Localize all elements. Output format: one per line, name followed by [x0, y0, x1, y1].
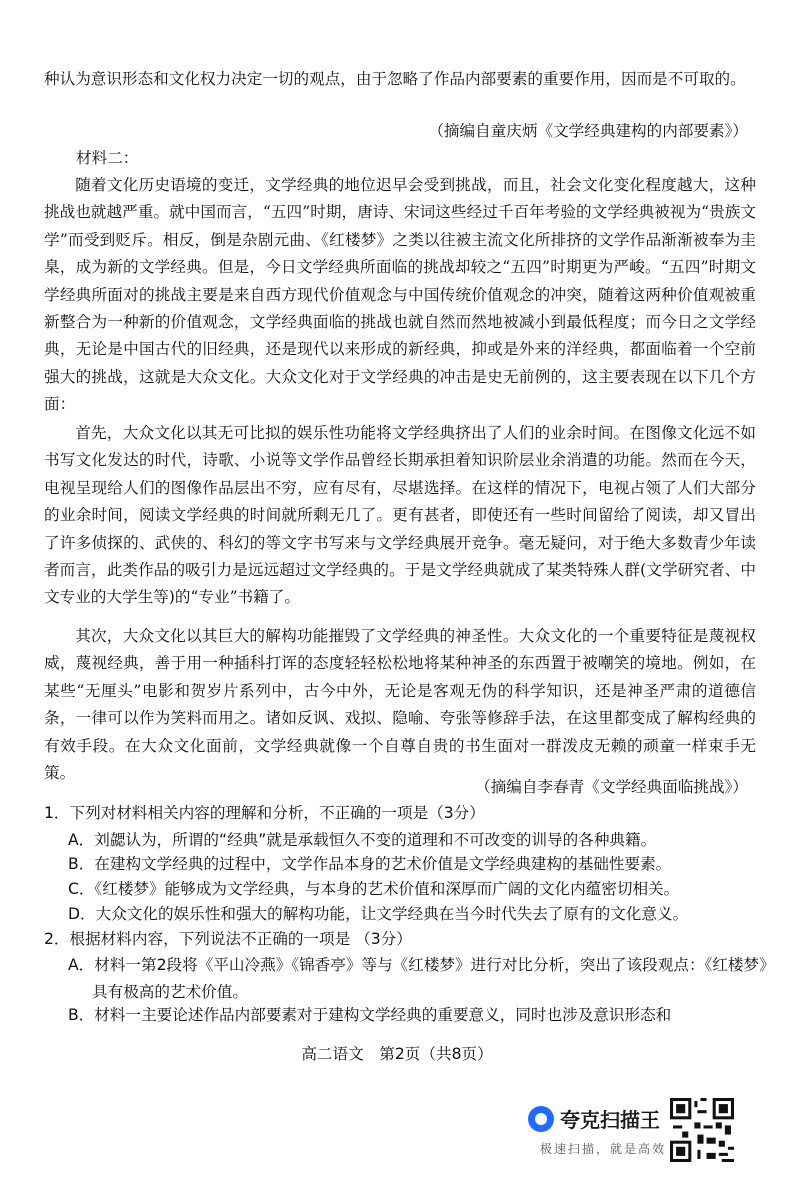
question-1-option-d: D．大众文化的娱乐性和强大的解构功能，让文学经典在当今时代失去了原有的文化意义。: [68, 905, 689, 923]
page-footer: 高二语文 第2页（共8页）: [301, 1045, 493, 1063]
material1-closing-paragraph: 种认为意识形态和文化权力决定一切的观点，由于忽略了作品内部要素的重要作用，因而是不可取的。: [44, 70, 746, 88]
scanner-watermark: [520, 1098, 770, 1168]
watermark-subtitle: 极速扫描，就是高效: [540, 1142, 667, 1156]
question-2-stem: 2．根据材料内容，下列说法不正确的一项是 （3分）: [44, 930, 412, 948]
question-2-option-a: A．材料一第2段将《平山冷燕》《锦香亭》等与《红楼梦》进行对比分析，突出了该段观点：《红楼梦》具有极高的艺术价值。: [68, 956, 775, 1002]
material1-source: （摘编自童庆炳《文学经典建构的内部要素》）: [428, 122, 748, 140]
question-1-option-b: B．在建构文学经典的过程中，文学作品本身的艺术价值是文学经典建构的基础性要素。: [68, 855, 672, 873]
material2-paragraph-3: 其次，大众文化以其巨大的解构功能摧毁了文学经典的神圣性。大众文化的一个重要特征是蔑视权威，蔑视经典，善于用一种插科打诨的态度轻轻松松地将某种神圣的东西置于被嘲笑的境地。例如，在某些“无厘头”电影和贺岁片系列中，古今中外，无论是客观无伪的科学知识，还是神圣严肃的道德信条，一律可以作为笑料而用之。诸如反讽、戏拟、隐喻、夸张等修辞手法，在这里都变成了解构经典的有效手段。在大众文化面前，文学经典就像一个自尊自贵的书生面对一群泼皮无赖的顽童一样束手无策。: [44, 627, 756, 783]
question-1-option-a: A．刘勰认为，所谓的“经典”就是承载恒久不变的道理和不可改变的训导的各种典籍。: [68, 831, 657, 849]
qr-code-icon: [670, 1098, 734, 1162]
question-1-stem: 1．下列对材料相关内容的理解和分析，不正确的一项是（3分）: [44, 804, 485, 822]
quark-logo-icon: [528, 1106, 554, 1132]
question-1-option-c: C．《红楼梦》能够成为文学经典，与本身的艺术价值和深厚而广阔的文化内蕴密切相关。: [68, 880, 680, 898]
material2-heading: 材料二：: [76, 149, 139, 167]
material2-source: （摘编自李春青《文学经典面临挑战》）: [475, 778, 748, 796]
question-2-option-b: B．材料一主要论述作品内部要素对于建构文学经典的重要意义，同时也涉及意识形态和: [68, 1006, 672, 1024]
material2-paragraph-1: 随着文化历史语境的变迁，文学经典的地位迟早会受到挑战，而且，社会文化变化程度越大，这种挑战也就越严重。就中国而言，“五四”时期，唐诗、宋词这些经过千百年考验的文学经典被视为“贵族文学”而受到贬斥。相反，倒是杂剧元曲、《红楼梦》之类以往被主流文化所排挤的文学作品渐渐被奉为圭臬，成为新的文学经典。但是，今日文学经典所面临的挑战却较之“五四”时期更为严峻。“五四”时期文学经典所面对的挑战主要是来自西方现代价值观念与中国传统价值观念的冲突，随着这两种价值观被重新整合为一种新的价值观念，文学经典面临的挑战也就自然而然地被减小到最低程度；而今日之文学经典，无论是中国古代的旧经典，还是现代以来形成的新经典，抑或是外来的洋经典，都面临着一个空前强大的挑战，这就是大众文化。大众文化对于文学经典的冲击是史无前例的，这主要表现在以下几个方面：: [44, 176, 756, 414]
watermark-title: 夸克扫描王: [560, 1108, 660, 1132]
material2-paragraph-2: 首先，大众文化以其无可比拟的娱乐性功能将文学经典挤出了人们的业余时间。在图像文化远不如书写文化发达的时代，诗歌、小说等文学作品曾经长期承担着知识阶层业余消遣的功能。然而在今天，电视呈现给人们的图像作品层出不穷，应有尽有，尽堪选择。在这样的情况下，电视占领了人们大部分的业余时间，阅读文学经典的时间就所剩无几了。更有甚者，即使还有一些时间留给了阅读，却又冒出了许多侦探的、武侠的、科幻的等文字书写来与文学经典展开竞争。毫无疑问，对于绝大多数青少年读者而言，此类作品的吸引力是远远超过文学经典的。于是文学经典就成了某类特殊人群(文学研究者、中文专业的大学生等)的“专业”书籍了。: [44, 424, 756, 607]
